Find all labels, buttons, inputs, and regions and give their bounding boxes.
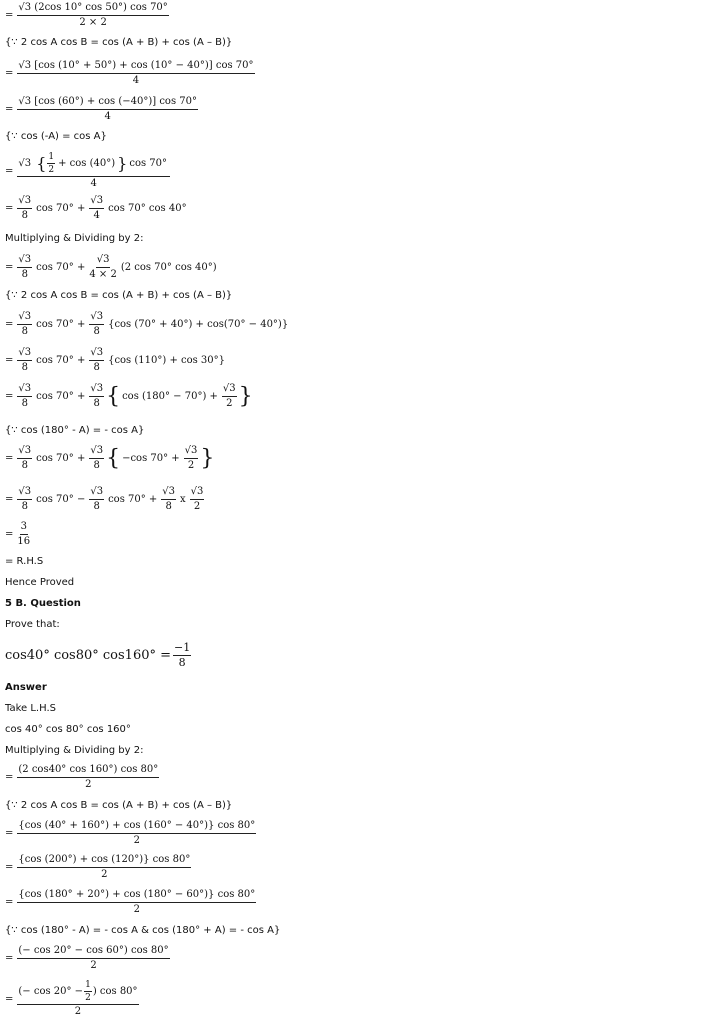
answer-heading: Answer <box>5 682 47 693</box>
equation-step-18: = (− cos 20° − $\frac{1}{2}$ ) cos 80° 2 <box>5 980 138 1017</box>
rhs-text: = R.H.S <box>5 556 44 567</box>
instruction-text: Multiplying & Dividing by 2: <box>5 745 144 756</box>
identity-note: {∵ 2 cos A cos B = cos (A + B) + cos (A – B)} <box>5 37 233 48</box>
hence-proved-text: Hence Proved <box>5 577 75 588</box>
equation-step-17: = $\frac{(- \cos 20^\circ - \cos 60^\circ) \cos 80^\circ}{2}$ <box>5 945 169 971</box>
identity-note: {∵ 2 cos A cos B = cos (A + B) + cos (A – B)} <box>5 800 233 811</box>
equation-step-16: = $\frac{\{\cos (180^\circ + 20^\circ) + \cos (180^\circ - 60^\circ)\} \cos 80^\circ}{2}$ <box>5 889 256 915</box>
equation-step-11: = $\frac{√3}{8}$ cos 70° − $\frac{√3}{8}$ cos 70° + $\frac{√3}{8}$ x $\frac{√3}{2}$ <box>5 486 204 512</box>
equation-step-9: = $\frac{√3}{8}$ cos 70° + $\frac{√3}{8}$ { cos (180° − 70°) + $\frac{√3}{2}$ } <box>5 383 253 409</box>
equation-step-4: = √3 { $\frac{1}{2}$ + cos (40°) } cos 70° 4 <box>5 152 172 190</box>
equation-step-15: = $\frac{\{\cos (200^\circ) + \cos (120^\circ)\} \cos 80^\circ}{2}$ <box>5 854 191 880</box>
take-lhs-text: Take L.H.S <box>5 703 56 714</box>
fraction: $\frac{√3 (2\cos 10^\circ \cos 50^\circ) \cos 70^\circ}{2 \times 2}$ <box>18 2 168 28</box>
lhs-expression: cos 40° cos 80° cos 160° <box>5 724 131 735</box>
instruction-text: Multiplying & Dividing by 2: <box>5 233 144 244</box>
question-heading: 5 B. Question <box>5 598 81 609</box>
equation-step-7: = $\frac{√3}{8}$ cos 70° + $\frac{√3}{8}$ {cos (70° + 40°) + cos(70° − 40°)} <box>5 311 289 337</box>
equation-step-10: = $\frac{√3}{8}$ cos 70° + $\frac{√3}{8}$ { −cos 70° + $\frac{√3}{2}$ } <box>5 445 215 471</box>
equation-step-12: = $\frac{3}{16}$ <box>5 521 31 547</box>
identity-note: {∵ 2 cos A cos B = cos (A + B) + cos (A – B)} <box>5 290 233 301</box>
equation-step-6: = $\frac{√3}{8}$ cos 70° + $\frac{√3}{4 \times 2}$ (2 cos 70° cos 40°) <box>5 254 217 280</box>
equation-step-8: = $\frac{√3}{8}$ cos 70° + $\frac{√3}{8}$ {cos (110°) + cos 30°} <box>5 347 226 373</box>
equation-step-14: = $\frac{\{\cos (40^\circ + 160^\circ) + \cos (160^\circ - 40^\circ)\} \cos 80^\circ}{2}$ <box>5 820 256 846</box>
identity-note: {∵ cos (180° - A) = - cos A & cos (180° + A) = - cos A} <box>5 925 281 936</box>
identity-note: {∵ cos (180° - A) = - cos A} <box>5 425 145 436</box>
question-equation: cos40° cos80° cos160° = $\frac{-1}{8}$ <box>5 641 191 669</box>
equation-step-2: = $\frac{√3 [\cos (10^\circ + 50^\circ) + \cos (10^\circ - 40^\circ)] \cos 70^\circ}{4}$ <box>5 60 254 86</box>
equation-step-13: = $\frac{(2 \cos 40^\circ \cos 160^\circ) \cos 80^\circ}{2}$ <box>5 764 159 790</box>
identity-note: {∵ cos (-A) = cos A} <box>5 131 107 142</box>
equation-step-3: = $\frac{√3 [\cos (60^\circ) + \cos (-40^\circ)] \cos 70^\circ}{4}$ <box>5 96 197 122</box>
prove-that-text: Prove that: <box>5 619 60 630</box>
equation-step-1: = $\frac{√3 (2\cos 10^\circ \cos 50^\circ) \cos 70^\circ}{2 \times 2}$ <box>5 2 168 28</box>
equation-step-5: = $\frac{√3}{8}$ cos 70° + $\frac{√3}{4}$ cos 70° cos 40° <box>5 195 187 221</box>
